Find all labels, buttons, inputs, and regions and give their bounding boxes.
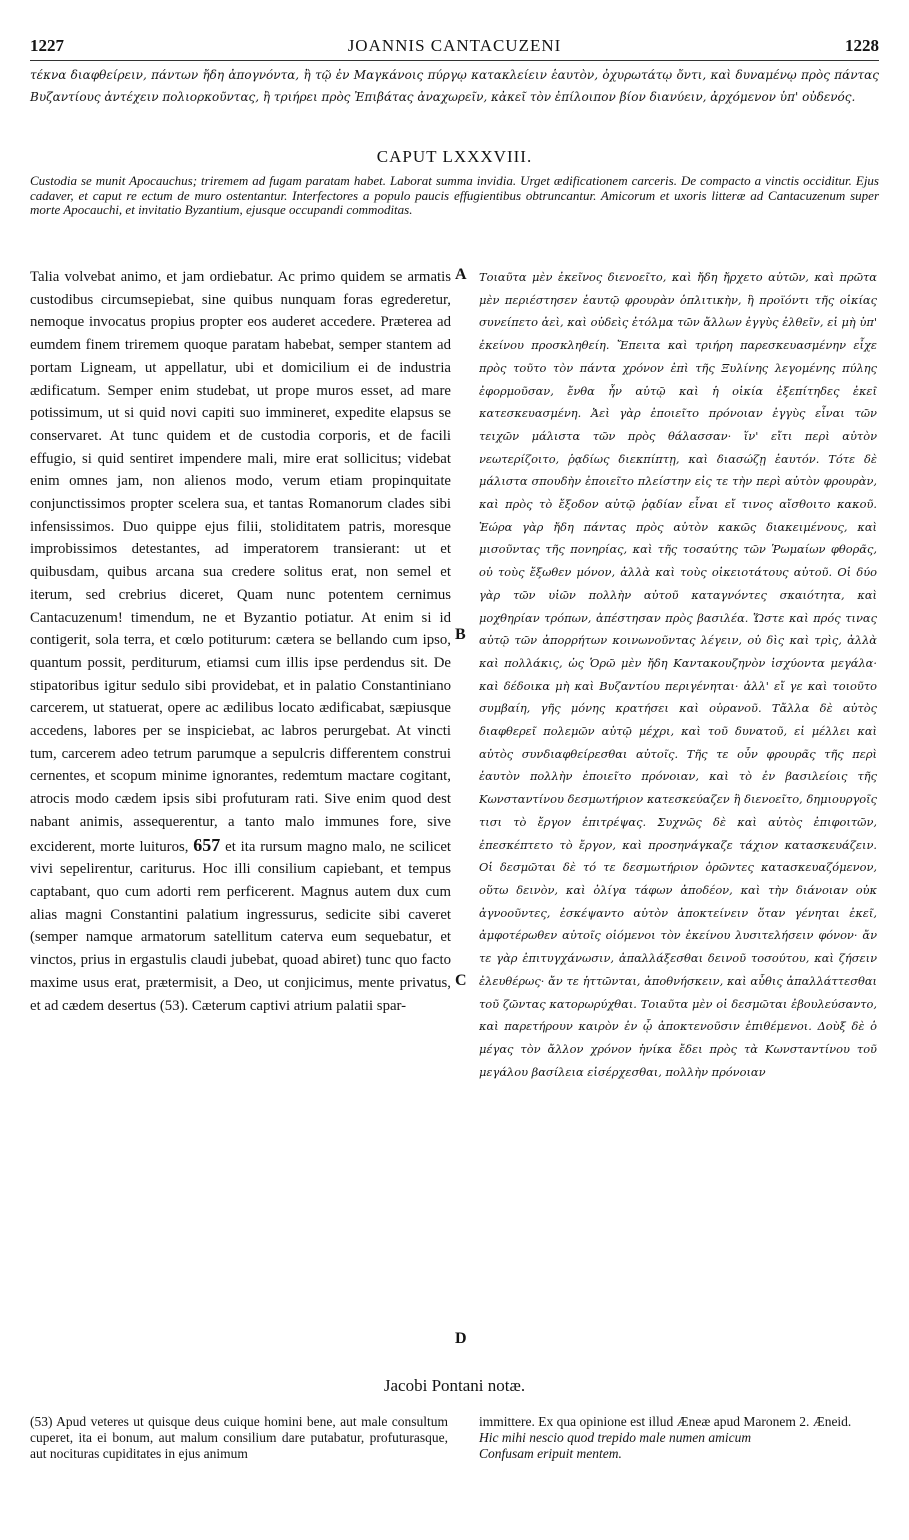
margin-letter-a: A [455,266,467,283]
chapter-summary: Custodia se munit Apocauchus; triremem ad fugam paratam habet. Laborat summa invidia. Urget ædificationem carceris. De compacto a vinctis occiditur. Ejus cadaver, et caput re ectum de muro ostentantur. Interfectores a populo paucis effugientibus obtruncantur. Amicorum et uxoris litteræ ad Cantacuzenum super morte Apocauchi, et invitatio Byzantium, ejusque occupandi commoditas. [30,173,879,217]
chapter-heading: CAPUT LXXXVIII. [376,147,533,166]
sheet-number: 657 [193,834,221,855]
margin-letter-d: D [455,1330,467,1347]
header-rule [30,60,879,61]
carryover-greek-text: τέκνα διαφθείρειν, πάντων ἤδη ἀπογνόντα, ἢ τῷ ἐν Μαγκάνοις πύργῳ κατακλείειν ἑαυτὸν, ὀχυρωτάτῳ ὄντι, καὶ δυναμένῳ πρὸς πάντας Βυζαντίους ἀντέχειν πολιορκοῦντας, ἢ τριήρει πρὸς Ἐπιβάτας ἀναχωρεῖν, κἀκεῖ τὸν ἐπίλοιπον βίον διανύειν, ἀρχόμενον ὑπ' οὐδενός. [30,68,879,104]
footnote-verse-1: Hic mihi nescio quod trepido male numen amicum [479,1430,752,1445]
running-title: JOANNIS CANTACUZENI [347,36,562,55]
left-column-number: 1227 [30,36,64,55]
footnote-right [479,1414,877,1462]
latin-text-part-1: Talia volvebat animo, et jam ordiebatur. Ac primo quidem se armatis custodibus circumsepiebat, sine quibus nunquam foras egrederetur, nemoque invocatus propius propter eos auderet accedere. Præterea ad eumdem finem triremem quoque paratam habebat, semper stantem ad portam Ligneam, ut appellatur, ubi et domicilium ei de industria ædificatum. Semper enim studebat, ut prope muros esset, ad mare potissimum, ut si quid novi capiti suo immineret, expedite elapsus se conservaret. At tunc quidem et de custodia corporis, et de facili effugio, si quid sentiret impendere mali, mire erat sollicitus; videbat enim omnes jam, non alienos modo, verum etiam propinquitate conjunctissimos propter scelera sua, et tantas Romanorum clades sibi infensissimos. Duo quippe ejus filii, stoliditatem patris, moresque improbissimos detestantes, ad imperatorem transierant: ut et quibusdam, quibus arcana sua credere solitus erat, non semel et iterum, sed crebrius diceret, Quam nunc potentem cernimus Cantacuzenum! timendum, ne et Byzantio potiatur. At enim si id contigerit, sola terra, et cœlo potiturum: cætera se bellando cum ipso, quantum possit, perditurum, etiamsi cum illis ipse perdendus sit. De stipatoribus igitur sedulo sibi providebat, et in palatio Constantiniano carcerem, ut statuerat, opere ac ædilibus locato ædificabat, sæpiusque accedens, labores per se inspiciebat, ac labros perurgebat. At vincti tum, carcerem adeo tetrum parumque a sepulcris differentem construi cernentes, et scopum minime ignorantes, redemtum mactare cogitant, atrocis modo cædem ipsis sibi profuturam rati. Sive enim quod dest nabant animis, assequerentur, a tanto malo immunes fore, sive exciderent, morte luituros, [30,269,451,855]
margin-letter-b: B [455,626,466,643]
notes-title: Jacobi Pontani notæ. [383,1376,526,1395]
latin-text-part-2: et ita rursum magno malo, ne scilicet vivi sepelirentur, cariturus. Hoc illi consilium capiebant, et tempus captabant, quo cum adorti rem perficerent. Magnus autem dux cum alias magni Constantini palatium ingressurus, sedicite sibi caveret (semper namque armatorum satellitum caterva eum sequebatur, et vinctos, prius in ergastulis claudi jubebat, quoad abiret) tunc quo facto maxime usus erat, prætermisit, a Deo, ut conjicimus, mente privatus, et ad cædem desertus (53). Cæterum captivi atrium palatii spar- [30,838,451,1014]
margin-letter-c: C [455,972,467,989]
greek-column: Τοιαῦτα μὲν ἐκεῖνος διενοεῖτο, καὶ ἤδη ἤρχετο αὐτῶν, καὶ πρῶτα μὲν περιέστησεν ἑαυτῷ φρουρὰν ὁπλιτικὴν, ἣ προϊόντι τῆς οἰκίας συνείπετο ἀεὶ, καὶ οὐδεὶς ἐτόλμα τῶν ἄλλων ἐγγὺς ἐλθεῖν, εἰ μὴ ὑπ' ἐκείνου προσκληθείη. Ἔπειτα καὶ τριήρη παρεσκευασμένην εἶχε πρὸς τοῦτο τὸν πάντα χρόνον ἐπὶ τῆς Ξυλίνης λεγομένης πύλης ἐφορμοῦσαν, ἔνθα ἦν αὐτῷ καὶ ἡ οἰκία ἐξεπίτηδες ἐκεῖ κατεσκευασμένη. Ἀεὶ γὰρ ἐποιεῖτο πρόνοιαν ἐγγὺς εἶναι τῶν τειχῶν μάλιστα τῶν πρὸς θάλασσαν· ἵν' εἴτι περὶ αὐτὸν νεωτερίζοιτο, ῥᾳδίως διεκπίπτῃ, καὶ διασώζῃ ἑαυτόν. Τότε δὲ μάλιστα σπουδὴν ἐποιεῖτο πλείστην εἰς τε τὴν περὶ αὐτὸν φρουρὰν, καὶ πρὸς τὸ ἔξοδον αὐτῷ ῥᾳδίαν εἶναι εἴ τινος αἴσθοιτο κακοῦ. Ἑώρα γὰρ ἤδη πάντας πρὸς αὐτὸν κακῶς διακειμένους, καὶ μισοῦντας τῆς πονηρίας, καὶ τῆς τοσαύτης τῶν Ῥωμαίων φθορᾶς, οὐ τοὺς ἔξωθεν μόνον, ἀλλὰ καὶ τοὺς οἰκειοτάτους αὐτοῦ. Οἱ δύο γὰρ τῶν υἱῶν πολλὴν αὐτοῦ καταγνόντες σκαιότητα, καὶ μοχθηρίαν τρόπων, ἀπέστησαν πρὸς βασιλέα. Ὥστε καὶ πρός τινας αὐτῷ τῶν ἀπορρήτων κοινωνοῦντας λέγειν, οὐ δὶς καὶ τρὶς, ἀλλὰ καὶ πολλάκις, ὡς Ὁρῶ μὲν ἤδη Καντακουζηνὸν ἰσχύοντα μεγάλα· καὶ δέδοικα μὴ καὶ Βυζαντίου περιγένηται· ἀλλ' εἴ γε καὶ τοιοῦτο συμβαίη, γῆς μόνης κρατήσει καὶ οὐρανοῦ. Τἄλλα δὲ αὐτὸς διαφθερεῖ πολεμῶν αὐτῷ μέχρι, καὶ τοῦ δυνατοῦ, εἰ μέλλει καὶ αὐτὸς συνδιαφθείρεσθαι αὐτοῖς. Τῆς τε οὖν φρουρᾶς τῆς περὶ ἑαυτὸν πολλὴν ἐποιεῖτο πρόνοιαν, καὶ τὸ ἐν βασιλείοις τῆς Κωνσταντίνου δεσμωτήριον κατεσκεύαζεν ἣ διενοεῖτο, δημιουργοῖς τισι τὸ ἔργον ἐπιτρέψας. Συχνῶς δὲ καὶ αὐτὸς ἐπιφοιτῶν, ἐπεσκέπτετο τὸ ἔργον, καὶ προσηνάγκαζε τάχιον κατασκευάζειν. Οἱ δεσμῶται δὲ τό τε δεσμωτήριον ὁρῶντες κατασκευαζόμενον, οὕτω δεινὸν, καὶ ὀλίγα τάφων ἀποδέον, καὶ τὴν διάνοιαν οὐκ ἀγνοοῦντες, ἐσκέψαντο αὐτὸν ἀποκτείνειν ὅταν γένηται ἐκεῖ, ἀμφοτέρωθεν αὐτοῖς οἰόμενοι τὸν ἐκείνου λυσιτελήσειν φόνον· ἄν τε γὰρ ἐπιτυγχάνωσιν, ἀπαλλάξεσθαι δεινοῦ τοσούτου, καὶ ζήσειν ἐλευθέρως· ἄν τε ἡττῶνται, ἀποθνήσκειν, καὶ αὖθις ἀπαλλάττεσθαι τοῦ ζῶντας κατορωρύχθαι. Τοιαῦτα μὲν οἱ δεσμῶται ἐβουλεύσαντο, καὶ παρετήρουν καιρὸν ἐν ᾧ ἀποκτενοῦσιν ἐπιθέμενοι. Δοὺξ δὲ ὁ μέγας τὸν ἄλλον χρόνον ἡνίκα ἔδει πρὸς τὰ Κωνσταντίνου τοῦ μεγάλου βασίλεια εἰσέρχεσθαι, πολλὴν πρόνοιαν [479,270,877,1079]
footnote-verse-2: Confusam eripuit mentem. [479,1446,622,1461]
footnote-prose: immittere. Ex qua opinione est illud Æneæ apud Maronem 2. Æneid. [479,1414,852,1429]
right-column-number: 1228 [845,36,879,55]
footnote-left: (53) Apud veteres ut quisque deus cuique homini bene, aut male consultum cuperet, ita ei bonum, aut malum consilium dare putabatur, profuturasque, aut nocituras cupiditates in ejus animum [30,1414,448,1461]
latin-column [30,266,451,1358]
